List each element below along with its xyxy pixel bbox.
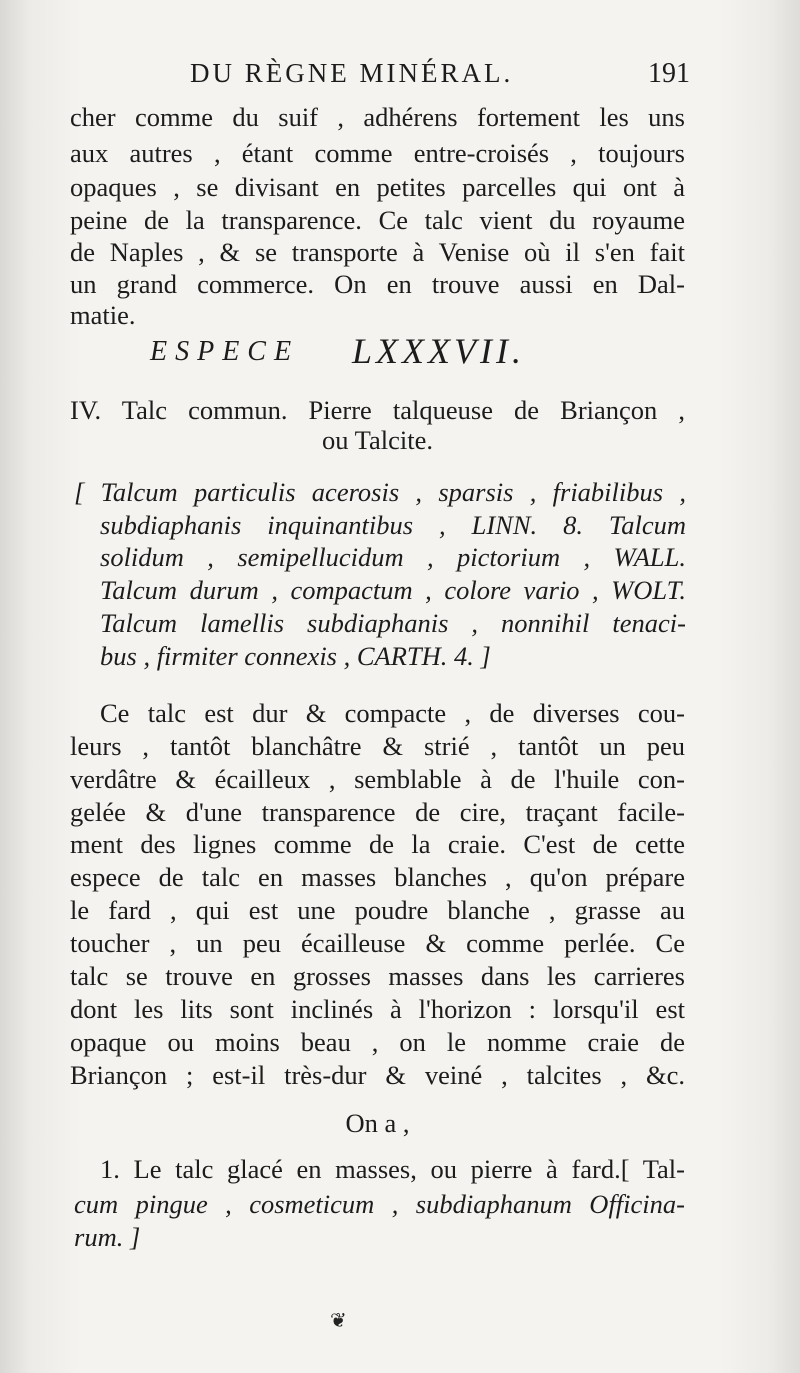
entry-title-line: ou Talcite. (322, 425, 433, 455)
text-line: opaque ou moins beau , on le nomme craie de (70, 1027, 685, 1057)
text-line: dont les lits sont inclinés à l'horizon : lorsqu'il est (70, 994, 685, 1024)
synonym-line: bus , firmiter connexis , CARTH. 4. ] (100, 641, 491, 671)
text-line: ment des lignes comme de la craie. C'est de cette (70, 829, 685, 859)
text-line: talc se trouve en grosses masses dans les carrieres (70, 961, 685, 991)
text-line: verdâtre & écailleux , semblable à de l'huile con- (70, 764, 685, 794)
text-line: cher comme du suif , adhérens fortement les uns (70, 102, 685, 132)
text-line: Ce talc est dur & compacte , de diverses cou- (100, 698, 685, 728)
text-line: gelée & d'une transparence de cire, traçant facile- (70, 797, 685, 827)
text-line: opaques , se divisant en petites parcelles qui ont à (70, 172, 685, 202)
synonym-line: Talcum lamellis subdiaphanis , nonnihil tenaci- (100, 608, 686, 638)
fleuron-ornament: ❦ (330, 1308, 347, 1332)
text-line: peine de la transparence. Ce talc vient du royaume (70, 205, 685, 235)
text-line: le fard , qui est une poudre blanche , grasse au (70, 895, 685, 925)
page-number: 191 (648, 58, 690, 89)
species-label: ESPECE (150, 336, 300, 367)
text-line: Briançon ; est-il très-dur & veiné , talcites , &c. (70, 1060, 685, 1090)
synonym-line: solidum , semipellucidum , pictorium , WALL. (100, 542, 686, 572)
on-a-line: On a , (345, 1108, 410, 1138)
species-heading (150, 330, 600, 376)
text-line: de Naples , & se transporte à Venise où il s'en fait (70, 237, 685, 267)
synonym-line: Talcum durum , compactum , colore vario , WOLT. (100, 575, 686, 605)
page-header (190, 58, 690, 94)
item-line: cum pingue , cosmeticum , subdiaphanum Officina- (74, 1189, 685, 1219)
synonym-line: subdiaphanis inquinantibus , LINN. 8. Talcum (100, 510, 686, 540)
synonym-line: [ Talcum particulis acerosis , sparsis , friabilibus , (74, 477, 686, 507)
text-line: espece de talc en masses blanches , qu'on prépare (70, 862, 685, 892)
item-line: rum. ] (74, 1222, 141, 1252)
species-numeral: LXXXVII. (352, 331, 525, 371)
text-line: aux autres , étant comme entre-croisés , toujours (70, 138, 685, 168)
entry-title-line: IV. Talc commun. Pierre talqueuse de Briançon , (70, 395, 685, 425)
text-line: toucher , un peu écailleuse & comme perlée. Ce (70, 928, 685, 958)
text-line: un grand commerce. On en trouve aussi en Dal- (70, 269, 685, 299)
item-line: 1. Le talc glacé en masses, ou pierre à fard.[ Tal- (100, 1154, 685, 1184)
running-title: DU RÈGNE MINÉRAL. (190, 58, 514, 88)
text-line: leurs , tantôt blanchâtre & strié , tantôt un peu (70, 731, 685, 761)
text-line: matie. (70, 300, 136, 330)
